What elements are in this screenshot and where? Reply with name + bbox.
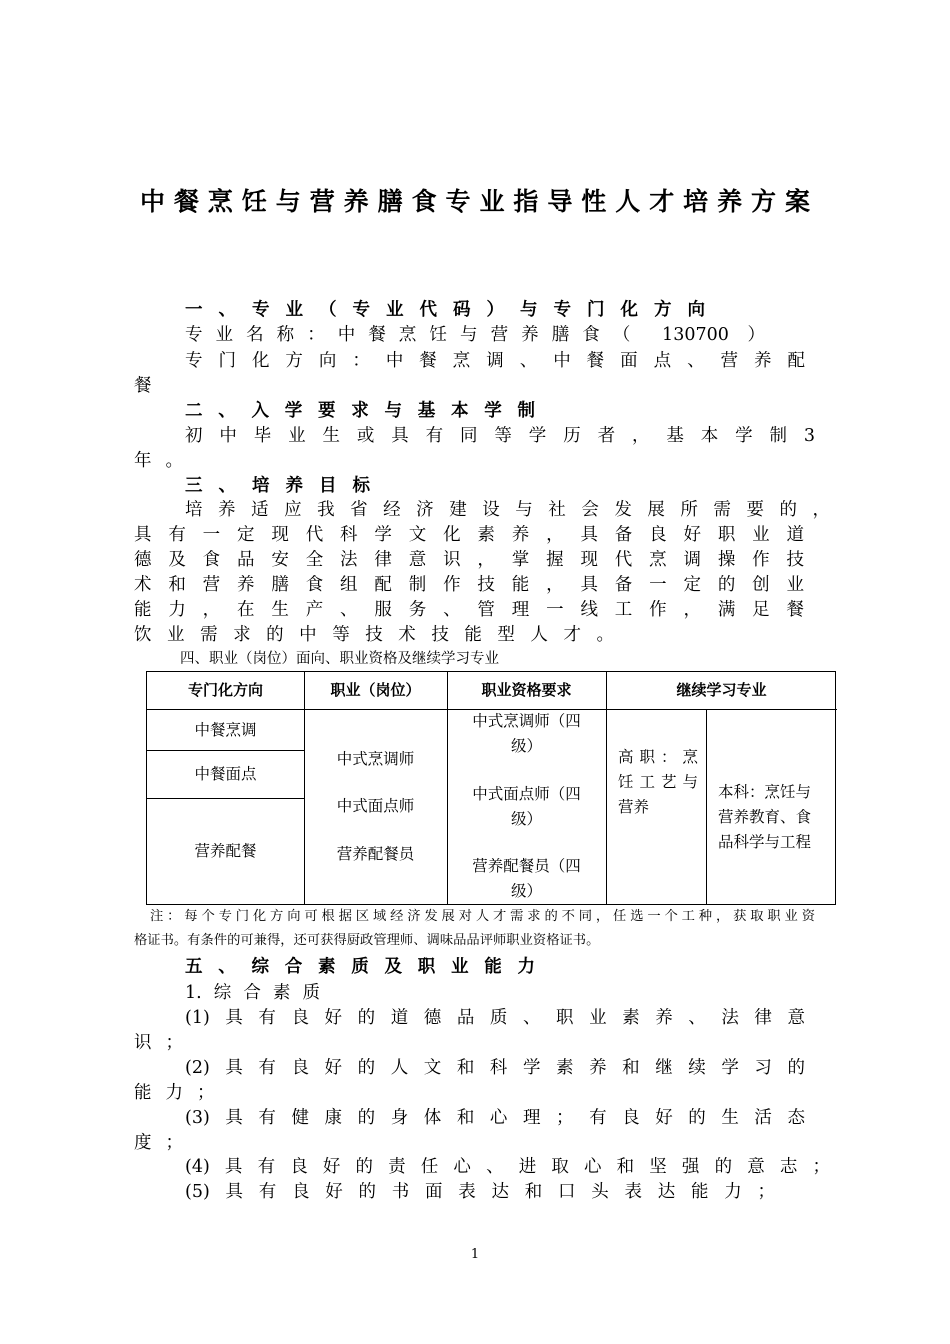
table-header-qualification: 职业资格要求 — [481, 681, 572, 699]
table-cell-undergraduate — [718, 780, 830, 855]
table-cell-qual-2 — [447, 782, 606, 832]
qual-1-line-b: 级） — [510, 737, 542, 755]
section-1-heading: 一、专业（专业代码）与专门化方向 — [185, 300, 705, 320]
quality-item-2: (2)具有良好的人文和科学素养和继续学习的 — [185, 1058, 805, 1078]
section-4-heading: 四、职业（岗位）面向、职业资格及继续学习专业 — [180, 651, 499, 667]
section-5-heading: 五、综合素质及职业能力 — [185, 957, 535, 977]
table-note-cont: 格证书。有条件的可兼得，还可获得厨政管理师、调味品品评师职业资格证书。 — [134, 933, 600, 948]
specialization-directions-cont: 餐 — [134, 376, 152, 396]
table-header-direction: 专门化方向 — [187, 681, 263, 699]
higher-vocational-line-1: 高职：烹 — [618, 748, 698, 766]
objective-line-3: 德及食品安全法律意识，掌握现代烹调操作技 — [134, 550, 804, 570]
higher-vocational-line-3: 营养 — [618, 798, 650, 816]
section-3-heading: 三、培养目标 — [185, 476, 370, 496]
qual-3-line-b: 级） — [510, 882, 542, 900]
table-cell-qual-1 — [447, 709, 606, 759]
table-cell-job-3: 营养配餐员 — [336, 845, 415, 863]
undergraduate-line-1: 本科：烹饪与 — [718, 783, 812, 801]
quality-item-4: (4)具有良好的责任心、进取心和坚强的意志； — [185, 1157, 830, 1177]
quality-item-2-cont: 能力； — [134, 1083, 229, 1103]
qual-1-line-a: 中式烹调师（四 — [472, 712, 581, 730]
objective-line-1: 培养适应我省经济建设与社会发展所需要的， — [185, 500, 830, 520]
table-cell-job-1: 中式烹调师 — [336, 750, 415, 768]
major-name: 专业名称：中餐烹饪与营养膳食（ 130700 ） — [185, 325, 765, 345]
undergraduate-line-3: 品科学与工程 — [718, 833, 812, 851]
table-cell-direction-3: 营养配餐 — [194, 842, 257, 860]
document-title: 中餐烹饪与营养膳食专业指导性人才培养方案 — [140, 187, 810, 216]
page-number: 1 — [470, 1247, 480, 1262]
section-2-heading: 二、入学要求与基本学制 — [185, 401, 535, 421]
admission-text-cont: 年。 — [134, 451, 197, 471]
qual-3-line-a: 营养配餐员（四 — [472, 857, 581, 875]
higher-vocational-line-2: 饪工艺与 — [618, 773, 698, 791]
objective-line-5: 能力，在生产、服务、管理一线工作，满足餐 — [134, 600, 804, 620]
objective-line-4: 术和营养膳食组配制作技能，具备一定的创业 — [134, 575, 804, 595]
subsection-quality: 1.综合素质 — [185, 983, 320, 1003]
qual-2-line-b: 级） — [510, 810, 542, 828]
admission-text: 初中毕业生或具有同等学历者，基本学制3 — [185, 426, 815, 446]
quality-item-3: (3)具有健康的身体和心理；有良好的生活态 — [185, 1108, 805, 1128]
table-cell-higher-vocational — [618, 745, 698, 820]
qual-2-line-a: 中式面点师（四 — [472, 785, 581, 803]
table-cell-qual-3 — [447, 854, 606, 904]
objective-line-2: 具有一定现代科学文化素养，具备良好职业道 — [134, 525, 804, 545]
objective-line-6: 饮业需求的中等技术技能型人才。 — [134, 625, 614, 645]
specialization-directions: 专门化方向：中餐烹调、中餐面点、营养配 — [185, 351, 805, 371]
table-header-further-study: 继续学习专业 — [676, 681, 767, 699]
undergraduate-line-2: 营养教育、食 — [718, 808, 812, 826]
quality-item-1-cont: 识； — [134, 1033, 197, 1053]
table-cell-direction-1: 中餐烹调 — [194, 721, 257, 739]
table-cell-job-2: 中式面点师 — [336, 797, 415, 815]
quality-item-5: (5)具有良好的书面表达和口头表达能力； — [185, 1182, 775, 1202]
quality-item-3-cont: 度； — [134, 1133, 197, 1153]
occupation-table — [146, 671, 836, 905]
table-cell-direction-2: 中餐面点 — [194, 765, 257, 783]
quality-item-1: (1)具有良好的道德品质、职业素养、法律意 — [185, 1008, 805, 1028]
table-note: 注：每个专门化方向可根据区域经济发展对人才需求的不同，任选一个工种，获取职业资 — [150, 909, 815, 924]
table-header-job: 职业（岗位） — [330, 681, 421, 699]
